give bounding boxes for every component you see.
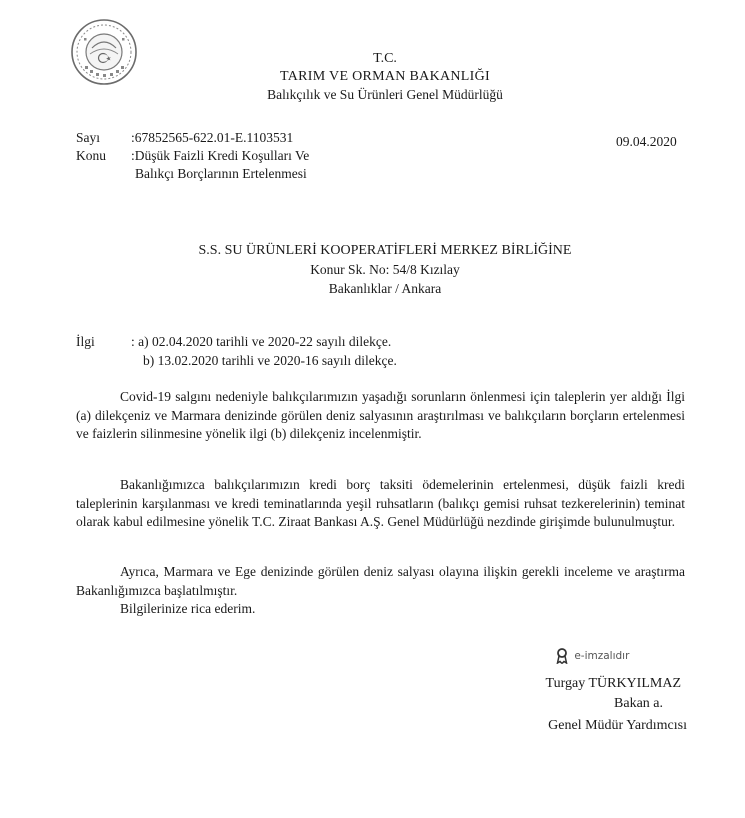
ilgi-item-a: : a) 02.04.2020 tarihli ve 2020-22 sayılı dilekçe. [131,334,392,349]
sayi-label: Sayı [76,130,101,145]
sayi-value: :67852565-622.01-E.1103531 [131,130,294,145]
ministry-seal-logo [70,18,138,86]
body-paragraph-2: Bakanlığımızca balıkçılarımızın kredi borç taksiti ödemelerinin ertelenmesi, düşük faizli kredi taleplerinin karşılanması ve kredi teminatlarında yeşil ruhsatların (balıkçı gemisi ruhsat tezkerelerinin) teminat olarak kabul edilmesine yönelik T.C. Ziraat Bankası A.Ş. Genel Müdürlüğü nezdinde girişimde bulunulmuştur. [76,477,685,529]
konu-value-line2: Balıkçı Borçlarının Ertelenmesi [135,166,307,181]
body-paragraph-4: Bilgilerinize rica ederim. [120,601,256,616]
ilgi-label: İlgi [76,334,95,349]
header-ministry: TARIM VE ORMAN BAKANLIĞI [280,69,490,84]
document-date: 09.04.2020 [616,134,677,149]
konu-label: Konu [76,148,106,163]
signer-name: Turgay TÜRKYILMAZ [545,676,681,691]
recipient-address: Konur Sk. No: 54/8 Kızılay [310,262,460,277]
header-directorate: Balıkçılık ve Su Ürünleri Genel Müdürlüğü [267,87,503,102]
konu-value-line1: :Düşük Faizli Kredi Koşulları Ve [131,148,310,163]
signer-title: Genel Müdür Yardımcısı [548,718,687,733]
esignature-label: e-imzalıdır [574,650,630,662]
esignature-note [556,648,629,664]
recipient-name: S.S. SU ÜRÜNLERİ KOOPERATİFLERİ MERKEZ BİRLİĞİNE [198,243,572,258]
recipient-city: Bakanlıklar / Ankara [328,281,442,296]
ribbon-badge-icon [556,650,574,662]
body-paragraph-1: Covid-19 salgını nedeniyle balıkçılarımızın yaşadığı sorunların önlenmesi için taleplerin yer aldığı İlgi (a) dilekçeniz ve Marmara denizinde görülen deniz salyasının araştırılması ve balıkçıların borçların ertelenmesi ve faizlerin silinmesine yönelik ilgi (b) dilekçeniz incelenmiştir. [76,389,685,441]
header-tc: T.C. [373,51,397,66]
signer-role: Bakan a. [614,696,663,711]
ilgi-item-b: b) 13.02.2020 tarihli ve 2020-16 sayılı dilekçe. [143,353,397,368]
body-paragraph-3: Ayrıca, Marmara ve Ege denizinde görülen deniz salyası olayına ilişkin gerekli inceleme ve araştırma Bakanlığımızca başlatılmıştır. [76,564,685,598]
